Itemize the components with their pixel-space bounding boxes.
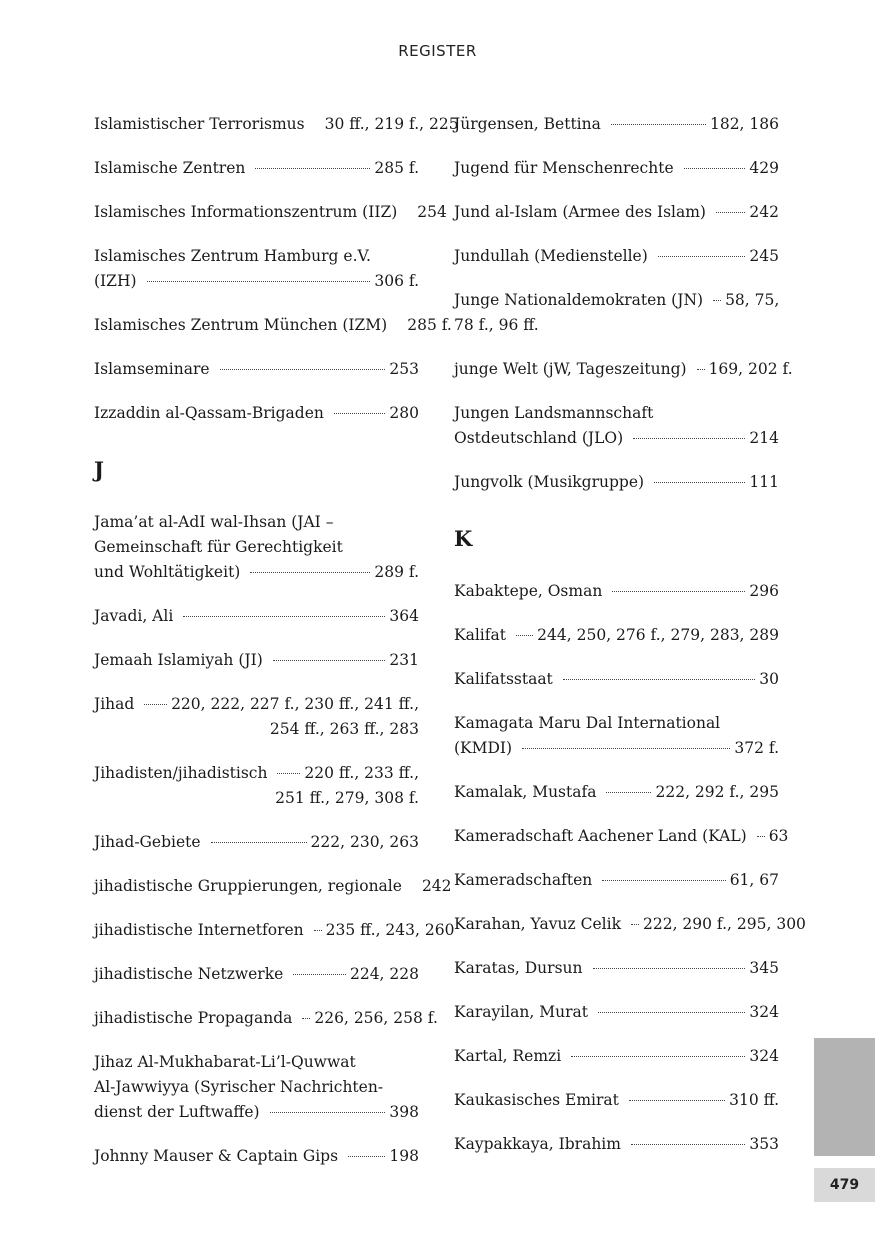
- index-entry: [454, 667, 779, 692]
- entry-term: Kamalak, Mustafa: [454, 783, 597, 801]
- page-references: 198: [389, 1147, 419, 1165]
- index-entry: [454, 470, 779, 495]
- page-references: 226, 256, 258 f.: [314, 1009, 438, 1027]
- page-references: 220, 222, 227 f., 230 ff., 241 ff.,: [171, 695, 419, 713]
- index-entry: [94, 313, 452, 338]
- index-entry: [94, 962, 419, 987]
- entry-term-lead: Islamisches Zentrum Hamburg e.V.: [94, 247, 371, 265]
- index-entry: [94, 1006, 438, 1031]
- thumb-index-tab: [814, 1038, 875, 1156]
- page-references: 63: [768, 827, 789, 845]
- entry-term: Islamisches Zentrum München (IZM): [94, 316, 388, 334]
- page-references: 310 ff.: [729, 1091, 779, 1109]
- page-references: 364: [389, 607, 419, 625]
- index-entry: [94, 200, 447, 225]
- left-index-column: [94, 112, 459, 1188]
- entry-term: Jihadisten/jihadistisch: [94, 764, 268, 782]
- dot-leader: [606, 792, 651, 793]
- dot-leader: [348, 1156, 385, 1157]
- section-letter: J: [94, 457, 104, 482]
- dot-leader: [563, 679, 755, 680]
- running-header: REGISTER: [398, 42, 477, 60]
- entry-term: Kaukasisches Emirat: [454, 1091, 619, 1109]
- entry-term: Kaypakkaya, Ibrahim: [454, 1135, 621, 1153]
- page-references: 222, 230, 263: [310, 833, 419, 851]
- index-entry: [454, 780, 779, 805]
- entry-term: Islamistischer Terrorismus: [94, 115, 305, 133]
- entry-term: Jugend für Menschenrechte: [454, 159, 674, 177]
- entry-term: jihadistische Gruppierungen, regionale: [94, 877, 402, 895]
- page-references: 242: [421, 877, 452, 895]
- dot-leader: [658, 256, 746, 257]
- index-entry: [454, 711, 779, 761]
- dot-leader: [211, 842, 307, 843]
- page-references: 296: [749, 582, 779, 600]
- dot-leader: [716, 212, 745, 213]
- entry-term: und Wohltätigkeit): [94, 563, 241, 581]
- page-references: 398: [389, 1103, 419, 1121]
- index-entry: [454, 824, 789, 849]
- page-references: 30: [759, 670, 779, 688]
- index-entry: [94, 761, 419, 811]
- entry-term: Kartal, Remzi: [454, 1047, 562, 1065]
- page-references: 429: [749, 159, 779, 177]
- dot-leader: [293, 974, 346, 975]
- index-entry: [94, 648, 419, 673]
- page-references: 254: [417, 203, 447, 221]
- index-entry: [94, 357, 419, 382]
- page-references: 220 ff., 233 ff.,: [304, 764, 419, 782]
- dot-leader: [654, 482, 745, 483]
- index-entry: [94, 1050, 419, 1125]
- page-references: 324: [749, 1003, 779, 1021]
- dot-leader: [598, 1012, 745, 1013]
- index-entry: [454, 288, 779, 338]
- page-references: 58, 75,: [725, 291, 780, 309]
- entry-term: Jundullah (Medienstelle): [454, 247, 648, 265]
- entry-term: Jungvolk (Musikgruppe): [454, 473, 645, 491]
- dot-leader: [631, 924, 639, 925]
- dot-leader: [593, 968, 746, 969]
- dot-leader: [183, 616, 385, 617]
- entry-term-lead: Jungen Landsmannschaft: [454, 404, 654, 422]
- entry-term: Jemaah Islamiyah (JI): [94, 651, 263, 669]
- index-entry: [94, 604, 419, 629]
- index-entry: [454, 1132, 779, 1157]
- index-entry: [454, 868, 779, 893]
- entry-term: Kameradschaft Aachener Land (KAL): [454, 827, 747, 845]
- page-references: 61, 67: [729, 871, 779, 889]
- dot-leader: [314, 930, 322, 931]
- page-references: 245: [749, 247, 779, 265]
- page-references: 285 f.: [407, 316, 452, 334]
- page-references: 324: [749, 1047, 779, 1065]
- index-entry: [94, 112, 459, 137]
- entry-term: junge Welt (jW, Tageszeitung): [454, 360, 687, 378]
- page-references: 222, 290 f., 295, 300: [642, 915, 806, 933]
- page-references: 111: [749, 473, 779, 491]
- entry-term: Javadi, Ali: [94, 607, 174, 625]
- page-references: 372 f.: [734, 739, 779, 757]
- index-entry: [94, 156, 419, 181]
- dot-leader: [633, 438, 745, 439]
- page-references: 235 ff., 243, 260: [325, 921, 455, 939]
- index-entry: [454, 956, 779, 981]
- entry-term: Karatas, Dursun: [454, 959, 583, 977]
- dot-leader: [273, 660, 386, 661]
- index-entry: [454, 912, 806, 937]
- index-entry: [94, 1144, 419, 1169]
- page-references: 306 f.: [374, 272, 419, 290]
- entry-term: Islamische Zentren: [94, 159, 246, 177]
- entry-term: Izzaddin al-Qassam-Brigaden: [94, 404, 324, 422]
- index-entry: [454, 156, 779, 181]
- dot-leader: [571, 1056, 745, 1057]
- entry-term: Jund al-Islam (Armee des Islam): [454, 203, 706, 221]
- entry-term: Islamseminare: [94, 360, 210, 378]
- page-references: 169, 202 f.: [708, 360, 793, 378]
- dot-leader: [684, 168, 746, 169]
- dot-leader: [713, 300, 721, 301]
- dot-leader: [144, 704, 167, 705]
- dot-leader: [334, 413, 386, 414]
- entry-term-lead: Kamagata Maru Dal International: [454, 714, 721, 732]
- page-number: 479: [814, 1168, 875, 1202]
- dot-leader: [255, 168, 370, 169]
- index-entry: [454, 112, 779, 137]
- dot-leader: [516, 635, 533, 636]
- entry-term: Johnny Mauser & Captain Gips: [94, 1147, 339, 1165]
- page-references: 214: [749, 429, 779, 447]
- dot-leader: [277, 773, 300, 774]
- dot-leader: [220, 369, 386, 370]
- index-entry: [454, 1044, 779, 1069]
- entry-term: jihadistische Netzwerke: [94, 965, 284, 983]
- page-references-continued: 251 ff., 279, 308 f.: [275, 789, 419, 807]
- entry-term: jihadistische Internetforen: [94, 921, 304, 939]
- entry-term: (IZH): [94, 272, 137, 290]
- dot-leader: [522, 748, 730, 749]
- page-references: 285 f.: [374, 159, 419, 177]
- index-entry: [454, 244, 779, 269]
- entry-term: (KMDI): [454, 739, 513, 757]
- entry-term: Kalifat: [454, 626, 506, 644]
- dot-leader: [697, 369, 705, 370]
- page-references: 353: [749, 1135, 779, 1153]
- entry-term-lead: Jihaz Al-Mukhabarat-Li’l-Quwwat Al-Jawwiyya (Syrischer Nachrichten-: [94, 1053, 384, 1096]
- index-entry: [94, 692, 419, 742]
- index-entry: [94, 510, 419, 585]
- page-references-continued: 78 f., 96 ff.: [454, 316, 539, 334]
- entry-term: Junge Nationaldemokraten (JN): [454, 291, 704, 309]
- index-entry: [94, 918, 455, 943]
- entry-term-lead: Jama’at al-AdI wal-Ihsan (JAI – Gemeinschaft für Gerechtigkeit: [94, 513, 343, 556]
- page-references: 345: [749, 959, 779, 977]
- index-entry: [94, 401, 419, 426]
- index-entry: [454, 200, 779, 225]
- dot-leader: [612, 591, 745, 592]
- dot-leader: [629, 1100, 725, 1101]
- index-entry: [454, 623, 779, 648]
- dot-leader: [631, 1144, 745, 1145]
- entry-term: Kalifatsstaat: [454, 670, 553, 688]
- index-entry: [454, 357, 793, 382]
- entry-term: Kabaktepe, Osman: [454, 582, 603, 600]
- entry-term: jihadistische Propaganda: [94, 1009, 293, 1027]
- index-entry: [454, 579, 779, 604]
- entry-term: Karayilan, Murat: [454, 1003, 588, 1021]
- page-references: 224, 228: [349, 965, 419, 983]
- dot-leader: [302, 1018, 310, 1019]
- dot-leader: [602, 880, 725, 881]
- entry-term: Kameradschaften: [454, 871, 593, 889]
- entry-term: Jihad: [94, 695, 135, 713]
- dot-leader: [147, 281, 371, 282]
- dot-leader: [757, 836, 765, 837]
- page-references: 222, 292 f., 295: [655, 783, 779, 801]
- page-references: 30 ff., 219 f., 225: [324, 115, 459, 133]
- dot-leader: [611, 124, 706, 125]
- entry-term: Jihad-Gebiete: [94, 833, 201, 851]
- section-letter: K: [454, 526, 473, 551]
- page-references: 289 f.: [374, 563, 419, 581]
- index-entry: [94, 830, 419, 855]
- page-references: 231: [389, 651, 419, 669]
- index-entry: [454, 1000, 779, 1025]
- index-entry: [454, 401, 779, 451]
- entry-term: dienst der Luftwaffe): [94, 1103, 260, 1121]
- index-entry: [94, 874, 452, 899]
- page-references: 253: [389, 360, 419, 378]
- page-references: 244, 250, 276 f., 279, 283, 289: [537, 626, 779, 644]
- page-references: 242: [749, 203, 779, 221]
- entry-term: Ostdeutschland (JLO): [454, 429, 624, 447]
- index-entry: [94, 244, 419, 294]
- page-references: 280: [389, 404, 419, 422]
- right-index-column: [454, 112, 806, 1176]
- dot-leader: [250, 572, 370, 573]
- entry-term: Islamisches Informationszentrum (IIZ): [94, 203, 398, 221]
- entry-term: Jürgensen, Bettina: [454, 115, 601, 133]
- page-references: 182, 186: [709, 115, 779, 133]
- entry-term: Karahan, Yavuz Celik: [454, 915, 621, 933]
- dot-leader: [270, 1112, 386, 1113]
- index-entry: [454, 1088, 779, 1113]
- page-references-continued: 254 ff., 263 ff., 283: [269, 720, 419, 738]
